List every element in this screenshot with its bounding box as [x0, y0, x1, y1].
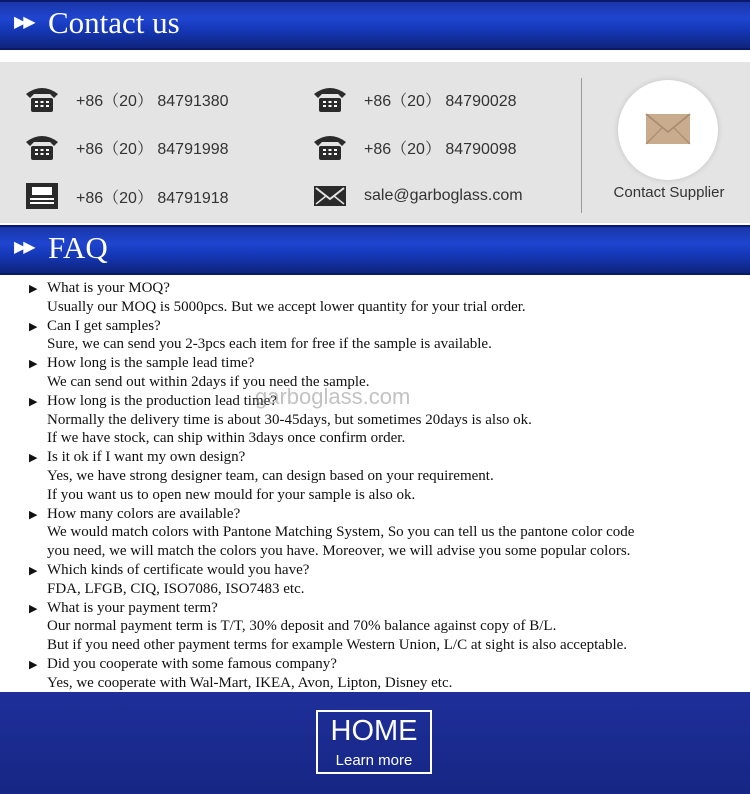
phone-number: +86（20） 84790098 [364, 140, 517, 158]
faq-answer-line: Sure, we can send you 2-3pcs each item for free if the sample is available. [47, 336, 492, 353]
faq-question-text: How many colors are available? [47, 505, 241, 522]
fax-number: +86（20） 84791918 [76, 189, 229, 207]
phone-number: +86（20） 84791998 [76, 140, 229, 158]
contact-panel [0, 62, 750, 223]
faq-question-text: Which kinds of certificate would you have? [47, 561, 310, 578]
faq-question [0, 354, 750, 373]
phone-number: +86（20） 84791380 [76, 92, 229, 110]
phone-row-3 [312, 84, 517, 114]
divider [581, 78, 582, 213]
contact-banner [0, 0, 750, 50]
bullet-icon: ▶ [29, 563, 38, 577]
faq-answer-line: If you want us to open new mould for your sample is also ok. [47, 486, 416, 503]
home-subtitle: Learn more [335, 752, 413, 769]
double-arrow-icon: ▶▶ [14, 12, 33, 31]
home-title: HOME [330, 715, 418, 747]
home-button[interactable] [316, 710, 432, 774]
fax-row [24, 181, 229, 211]
phone-number: +86（20） 84790028 [364, 92, 517, 110]
footer [0, 692, 750, 794]
phone-row-2 [24, 132, 229, 162]
faq-question-text: What is your MOQ? [47, 280, 170, 296]
phone-icon [312, 84, 348, 114]
bullet-icon: ▶ [29, 282, 38, 295]
faq-answer-line: you need, we will match the colors you have. Moreover, we will advise you some popular colors. [47, 543, 631, 560]
bullet-icon: ▶ [29, 601, 38, 615]
faq-question-text: How long is the sample lead time? [47, 355, 255, 372]
faq-question-text: Can I get samples? [47, 317, 161, 334]
faq-question [0, 448, 750, 467]
faq-banner [0, 225, 750, 275]
bullet-icon: ▶ [29, 357, 38, 371]
faq-question [0, 317, 750, 336]
faq-answer-line: We can send out within 2days if you need the sample. [47, 373, 370, 390]
faq-answer-line: If we have stock, can ship within 3days once confirm order. [47, 430, 406, 447]
phone-icon [24, 132, 60, 162]
watermark: garboglass.com [255, 384, 411, 409]
contact-supplier-button[interactable] [618, 80, 718, 180]
faq-answer-line: Yes, we have strong designer team, can design based on your requirement. [47, 467, 494, 484]
faq-answer-line: FDA, LFGB, CIQ, ISO7086, ISO7483 etc. [47, 580, 305, 597]
phone-icon [24, 84, 60, 114]
faq-title: FAQ [48, 230, 108, 265]
envelope-icon [312, 181, 348, 211]
faq-question-text: Is it ok if I want my own design? [47, 449, 246, 466]
faq-question-text: What is your payment term? [47, 599, 218, 616]
faq-question-text: How long is the production lead time? [47, 392, 277, 409]
faq-answer-line: Usually our MOQ is 5000pcs. But we accept lower quantity for your trial order. [47, 298, 526, 315]
bullet-icon: ▶ [29, 394, 38, 408]
fax-icon [24, 181, 60, 211]
faq-answer-line: Yes, we cooperate with Wal-Mart, IKEA, Avon, Lipton, Disney etc. [47, 674, 453, 691]
faq-answer-line: Normally the delivery time is about 30-45days, but sometimes 20days is also ok. [47, 411, 532, 428]
contact-title: Contact us [48, 5, 180, 40]
faq-question [0, 505, 750, 524]
email-link[interactable]: sale@garboglass.com [364, 187, 523, 204]
faq-list [0, 279, 750, 693]
faq-answer-line: We would match colors with Pantone Matching System, So you can tell us the pantone color code [47, 524, 635, 541]
bullet-icon: ▶ [29, 451, 38, 465]
bullet-icon: ▶ [29, 319, 38, 333]
faq-question [0, 561, 750, 580]
faq-question [0, 599, 750, 618]
faq-answer-line: Our normal payment term is T/T, 30% deposit and 70% balance against copy of B/L. [47, 618, 557, 635]
bullet-icon: ▶ [29, 507, 38, 521]
faq-question [0, 279, 750, 298]
double-arrow-icon: ▶▶ [14, 237, 33, 256]
bullet-icon: ▶ [29, 657, 38, 671]
faq-question [0, 655, 750, 674]
faq-question-text: Did you cooperate with some famous company? [47, 655, 337, 672]
phone-icon [312, 132, 348, 162]
email-row [312, 181, 523, 211]
phone-row-1 [24, 84, 229, 114]
faq-answer-line: But if you need other payment terms for example Western Union, L/C at sight is also acceptable. [47, 637, 628, 654]
envelope-icon [618, 80, 718, 180]
phone-row-4 [312, 132, 517, 162]
contact-supplier-label[interactable]: Contact Supplier [613, 184, 725, 201]
